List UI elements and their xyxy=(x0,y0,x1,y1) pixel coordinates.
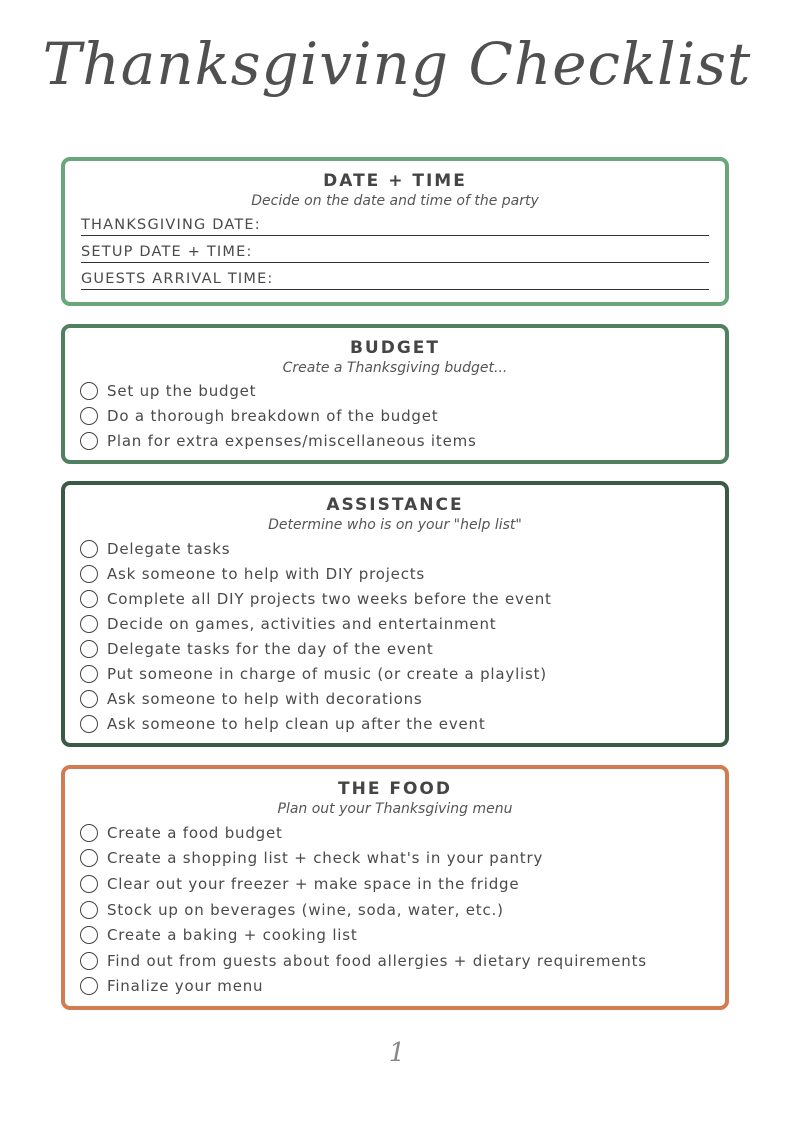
checklist-item-label: Delegate tasks xyxy=(107,539,231,558)
date-time-subtitle: Decide on the date and time of the party xyxy=(251,193,539,209)
checklist-item[interactable] xyxy=(80,711,725,736)
checklist-item[interactable] xyxy=(80,636,725,661)
checklist-item-label: Put someone in charge of music (or create a playlist) xyxy=(107,664,547,683)
food-section xyxy=(61,765,729,1010)
setup-date-time-field[interactable] xyxy=(81,236,709,263)
checkbox-circle-icon[interactable] xyxy=(80,665,98,683)
checkbox-circle-icon[interactable] xyxy=(80,690,98,708)
checkbox-circle-icon[interactable] xyxy=(80,540,98,558)
checklist-item[interactable] xyxy=(80,536,725,561)
checklist-item-label: Plan for extra expenses/miscellaneous items xyxy=(107,431,477,450)
checkbox-circle-icon[interactable] xyxy=(80,640,98,658)
date-time-heading: DATE + TIME xyxy=(323,171,467,191)
budget-checklist xyxy=(80,378,725,453)
checklist-item-label: Decide on games, activities and entertainment xyxy=(107,614,497,633)
checklist-item-label: Set up the budget xyxy=(107,381,257,400)
checkbox-circle-icon[interactable] xyxy=(80,875,98,893)
checklist-item-label: Clear out your freezer + make space in the fridge xyxy=(107,874,520,893)
checklist-item[interactable] xyxy=(80,820,725,846)
checklist-item[interactable] xyxy=(80,403,725,428)
budget-subtitle: Create a Thanksgiving budget... xyxy=(282,360,508,376)
checkbox-circle-icon[interactable] xyxy=(80,952,98,970)
checklist-item[interactable] xyxy=(80,561,725,586)
page-title: Thanksgiving Checklist xyxy=(42,30,752,98)
checklist-item[interactable] xyxy=(80,611,725,636)
assistance-heading: ASSISTANCE xyxy=(326,495,464,515)
checkbox-circle-icon[interactable] xyxy=(80,901,98,919)
checkbox-circle-icon[interactable] xyxy=(80,977,98,995)
budget-heading: BUDGET xyxy=(349,338,441,358)
checkbox-circle-icon[interactable] xyxy=(80,382,98,400)
checklist-item-label: Create a baking + cooking list xyxy=(107,926,358,945)
setup-date-time-label: SETUP DATE + TIME: xyxy=(81,244,253,260)
checklist-item[interactable] xyxy=(80,871,725,897)
checkbox-circle-icon[interactable] xyxy=(80,615,98,633)
page-number: 1 xyxy=(388,1038,406,1068)
checklist-item-label: Ask someone to help with DIY projects xyxy=(107,564,426,583)
checklist-item-label: Finalize your menu xyxy=(107,977,264,996)
guests-arrival-time-field[interactable] xyxy=(81,263,709,290)
checkbox-circle-icon[interactable] xyxy=(80,824,98,842)
checklist-item-label: Create a food budget xyxy=(107,823,283,842)
checklist-item[interactable] xyxy=(80,586,725,611)
checklist-item-label: Do a thorough breakdown of the budget xyxy=(107,406,439,425)
checkbox-circle-icon[interactable] xyxy=(80,432,98,450)
food-heading: THE FOOD xyxy=(338,779,452,799)
checklist-item-label: Delegate tasks for the day of the event xyxy=(107,639,434,658)
assistance-section xyxy=(61,481,729,747)
checklist-item[interactable] xyxy=(80,661,725,686)
thanksgiving-date-field[interactable] xyxy=(81,209,709,236)
checklist-item[interactable] xyxy=(80,846,725,872)
checklist-item-label: Complete all DIY projects two weeks before the event xyxy=(107,589,552,608)
date-time-section xyxy=(61,157,729,306)
checkbox-circle-icon[interactable] xyxy=(80,590,98,608)
checklist-item-label: Stock up on beverages (wine, soda, water, etc.) xyxy=(107,900,504,919)
checklist-item-label: Find out from guests about food allergies + dietary requirements xyxy=(107,951,647,970)
checklist-item-label: Create a shopping list + check what's in your pantry xyxy=(107,849,544,868)
checklist-item[interactable] xyxy=(80,922,725,948)
food-checklist xyxy=(80,820,725,999)
checkbox-circle-icon[interactable] xyxy=(80,407,98,425)
checklist-item[interactable] xyxy=(80,686,725,711)
checkbox-circle-icon[interactable] xyxy=(80,849,98,867)
budget-section xyxy=(61,324,729,464)
checklist-item[interactable] xyxy=(80,428,725,453)
food-subtitle: Plan out your Thanksgiving menu xyxy=(277,801,513,817)
checkbox-circle-icon[interactable] xyxy=(80,926,98,944)
checklist-item[interactable] xyxy=(80,948,725,974)
checklist-item[interactable] xyxy=(80,974,725,1000)
checklist-item-label: Ask someone to help with decorations xyxy=(107,689,423,708)
thanksgiving-date-label: THANKSGIVING DATE: xyxy=(81,217,261,233)
checkbox-circle-icon[interactable] xyxy=(80,715,98,733)
assistance-subtitle: Determine who is on your "help list" xyxy=(268,517,522,533)
checklist-item-label: Ask someone to help clean up after the event xyxy=(107,714,486,733)
assistance-checklist xyxy=(80,536,725,736)
checkbox-circle-icon[interactable] xyxy=(80,565,98,583)
guests-arrival-time-label: GUESTS ARRIVAL TIME: xyxy=(81,271,274,287)
checklist-item[interactable] xyxy=(80,378,725,403)
checklist-item[interactable] xyxy=(80,897,725,923)
